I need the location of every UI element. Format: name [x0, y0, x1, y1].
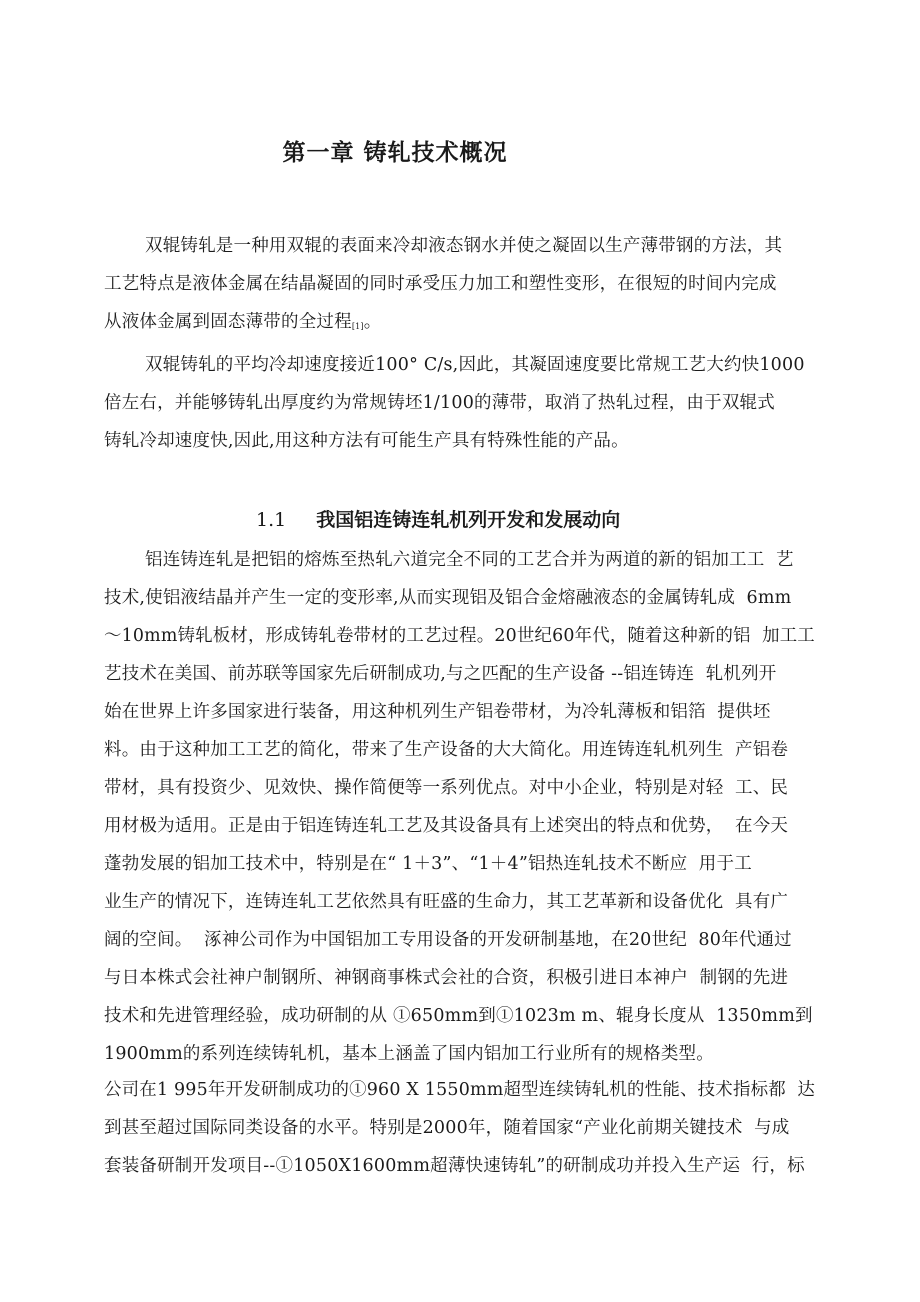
paragraph-3-line-13: 技术和先进管理经验，成功研制的从 ①650mm到①1023m m、辊身长度从 1350mm到 [104, 1006, 813, 1026]
paragraph-2-line-2: 倍左右，并能够铸轧出厚度约为常规铸坯1/100的薄带，取消了热轧过程，由于双辊式 [104, 393, 775, 413]
paragraph-4-line-1: 公司在1 995年开发研制成功的①960 X 1550mm超型连续铸轧机的性能、技术指标都 达 [104, 1080, 816, 1100]
paragraph-4-line-3: 套装备研制开发项目--①1050X1600mm超薄快速铸轧”的研制成功并投入生产运 行，标 [104, 1156, 805, 1176]
paragraph-3-line-8: 用材极为适用。正是由于铝连铸连轧工艺及其设备具有上述突出的特点和优势， 在今天 [104, 816, 789, 836]
paragraph-3-line-10: 业生产的情况下，连铸连轧工艺依然具有旺盛的生命力，其工艺革新和设备优化 具有广 [104, 892, 789, 912]
chapter-title: 第一章 铸轧技术概况 [282, 140, 508, 166]
citation-ref: [1] [351, 322, 364, 331]
paragraph-3-line-7: 带材，具有投资少、见效快、操作简便等一系列优点。对中小企业，特别是对轻 工、民 [104, 778, 789, 798]
paragraph-1-line-1: 双辊铸轧是一种用双辊的表面来冷却液态钢水并使之凝固以生产薄带钢的方法，其 [145, 236, 783, 256]
paragraph-3-line-12: 与日本株式会社神户制钢所、神钢商事株式会社的合资，积极引进日本神户 制钢的先进 [104, 968, 789, 988]
paragraph-3-line-14: 1900mm的系列连续铸轧机，基本上涵盖了国内铝加工行业所有的规格类型。 [104, 1044, 714, 1064]
paragraph-2-line-3: 铸轧冷却速度快,因此,用这种方法有可能生产具有特殊性能的产品。 [104, 431, 629, 451]
paragraph-3-line-11: 阔的空间。 涿神公司作为中国铝加工专用设备的开发研制基地，在20世纪 80年代通过 [104, 930, 792, 950]
paragraph-1-line-3-text: 从液体金属到固态薄带的全过程 [104, 312, 352, 332]
paragraph-3-line-9: 蓬勃发展的铝加工技术中，特别是在“ 1＋3”、“1＋4”铝热连轧技术不断应 用于工 [104, 854, 752, 874]
paragraph-1-line-3 [104, 308, 381, 333]
paragraph-3-line-4: 艺技术在美国、前苏联等国家先后研制成功,与之匹配的生产设备 --铝连铸连 轧机列开 [104, 664, 777, 684]
paragraph-4-line-2: 到甚至超过国际同类设备的水平。特别是2000年，随着国家“产业化前期关键技术 与成 [104, 1118, 790, 1138]
paragraph-3-line-5: 始在世界上许多国家进行装备，用这种机列生产铝卷带材，为冷轧薄板和铝箔 提供坯 [104, 702, 771, 722]
section-heading [256, 505, 620, 532]
paragraph-3-line-1: 铝连铸连轧是把铝的熔炼至热轧六道完全不同的工艺合并为两道的新的铝加工工 艺 [145, 550, 794, 570]
section-title-text: 我国铝连铸连轧机列开发和发展动向 [316, 509, 621, 531]
section-number: 1.1 [256, 509, 287, 531]
paragraph-1-end: 。 [363, 312, 382, 332]
paragraph-3-line-6: 料。由于这种加工工艺的简化，带来了生产设备的大大简化。用连铸连轧机列生 产铝卷 [104, 740, 789, 760]
paragraph-3-line-2: 技术,使铝液结晶并产生一定的变形率,从而实现铝及铝合金熔融液态的金属铸轧成 6mm [104, 588, 792, 608]
paragraph-1-line-2: 工艺特点是液体金属在结晶凝固的同时承受压力加工和塑性变形，在很短的时间内完成 [104, 274, 777, 294]
paragraph-2-line-1: 双辊铸轧的平均冷却速度接近100° C/s,因此，其凝固速度要比常规工艺大约快1000 [145, 355, 805, 375]
paragraph-3-line-3: ～10mm铸轧板材，形成铸轧卷带材的工艺过程。20世纪60年代，随着这种新的铝 加工工 [104, 626, 815, 646]
